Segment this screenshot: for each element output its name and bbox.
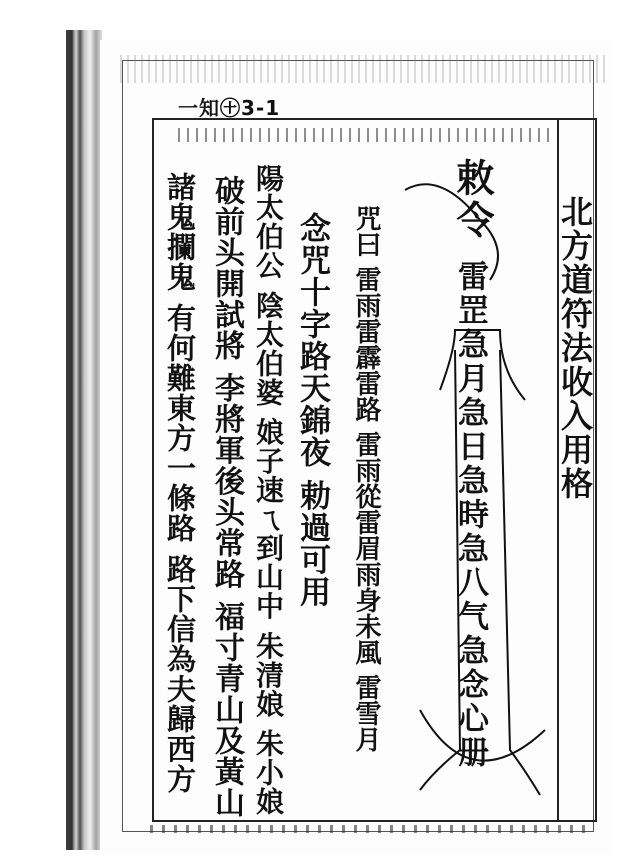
text-column-1: 北方道符法收入用格 (556, 195, 594, 501)
text-column-6: 諸鬼攔鬼 有何難東方一條路 路下信為夫歸西方 (163, 172, 197, 795)
bottom-border (150, 825, 590, 833)
talisman-body: 雷罡急月急日急時急八气急念心册 (452, 260, 488, 770)
text-column-2: 咒曰 雷雨雷霹雷路 雷雨從雷眉雨身未風 雷雪月 (351, 205, 381, 753)
talisman-head: 敕令 (450, 158, 495, 242)
text-column-4: 陽太伯公 陰太伯婆 娘子速ㄟ到山中 朱清娘 朱小娘 (252, 164, 285, 816)
top-ruler (178, 128, 553, 142)
text-column-3: 念咒十字路天錦夜 勅過可用 (294, 212, 330, 608)
catalog-number: 一知㊉3-1 (178, 96, 281, 120)
text-column-5: 破前头開試將 李將軍後头常路 福寸青山及黃山 (209, 175, 244, 818)
book-binding-shadow (66, 30, 102, 850)
